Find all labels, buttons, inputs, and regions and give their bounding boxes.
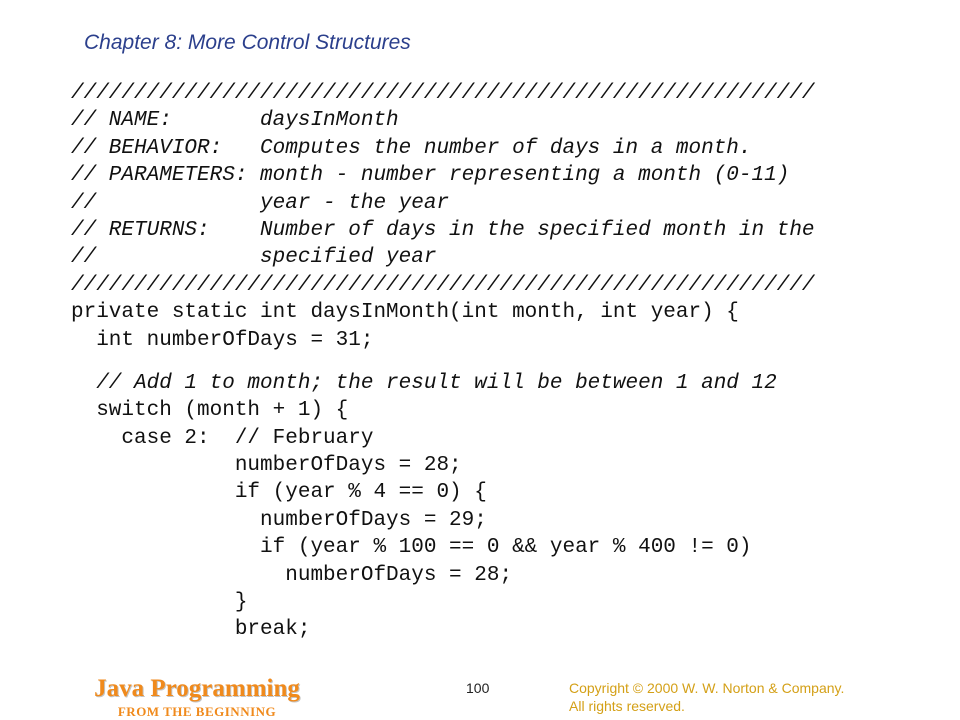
code-comment-line: /////////////////////////////////////////////////////////// <box>71 273 815 297</box>
code-line: private static int daysInMonth(int month, int year) { <box>71 301 739 325</box>
code-line: } <box>71 591 248 615</box>
copyright-notice <box>569 679 844 715</box>
code-line: break; <box>71 618 311 642</box>
code-comment-line: /////////////////////////////////////////////////////////// <box>71 82 815 105</box>
copyright-line-2: All rights reserved. <box>569 698 685 714</box>
book-logo-subtitle: FROM THE BEGINNING <box>117 704 277 719</box>
book-logo-title: Java Programming <box>94 675 300 702</box>
code-comment-line: // RETURNS: Number of days in the specified month in the <box>71 218 815 242</box>
code-line: switch (month + 1) { <box>71 399 349 423</box>
page-number: 100 <box>466 680 490 696</box>
code-blank-line <box>71 354 815 370</box>
code-comment-line: // specified year <box>71 246 437 270</box>
code-comment-line: // PARAMETERS: month - number representing a month (0-11) <box>71 164 790 188</box>
code-line: numberOfDays = 28; <box>71 563 513 587</box>
code-line: int numberOfDays = 31; <box>71 328 374 352</box>
code-listing <box>71 80 815 644</box>
chapter-title: Chapter 8: More Control Structures <box>84 31 411 54</box>
book-logo <box>82 674 312 720</box>
code-comment-line: // year - the year <box>71 191 450 215</box>
code-comment-line: // NAME: daysInMonth <box>71 109 399 133</box>
code-line: if (year % 100 == 0 && year % 400 != 0) <box>71 536 752 560</box>
code-line: case 2: // February <box>71 426 374 450</box>
code-line: numberOfDays = 28; <box>71 454 462 478</box>
copyright-line-1: Copyright © 2000 W. W. Norton & Company. <box>569 680 845 696</box>
code-line: if (year % 4 == 0) { <box>71 481 487 505</box>
code-line: numberOfDays = 29; <box>71 508 487 532</box>
code-comment-line: // Add 1 to month; the result will be between 1 and 12 <box>71 371 777 395</box>
code-comment-line: // BEHAVIOR: Computes the number of days in a month. <box>71 136 752 160</box>
